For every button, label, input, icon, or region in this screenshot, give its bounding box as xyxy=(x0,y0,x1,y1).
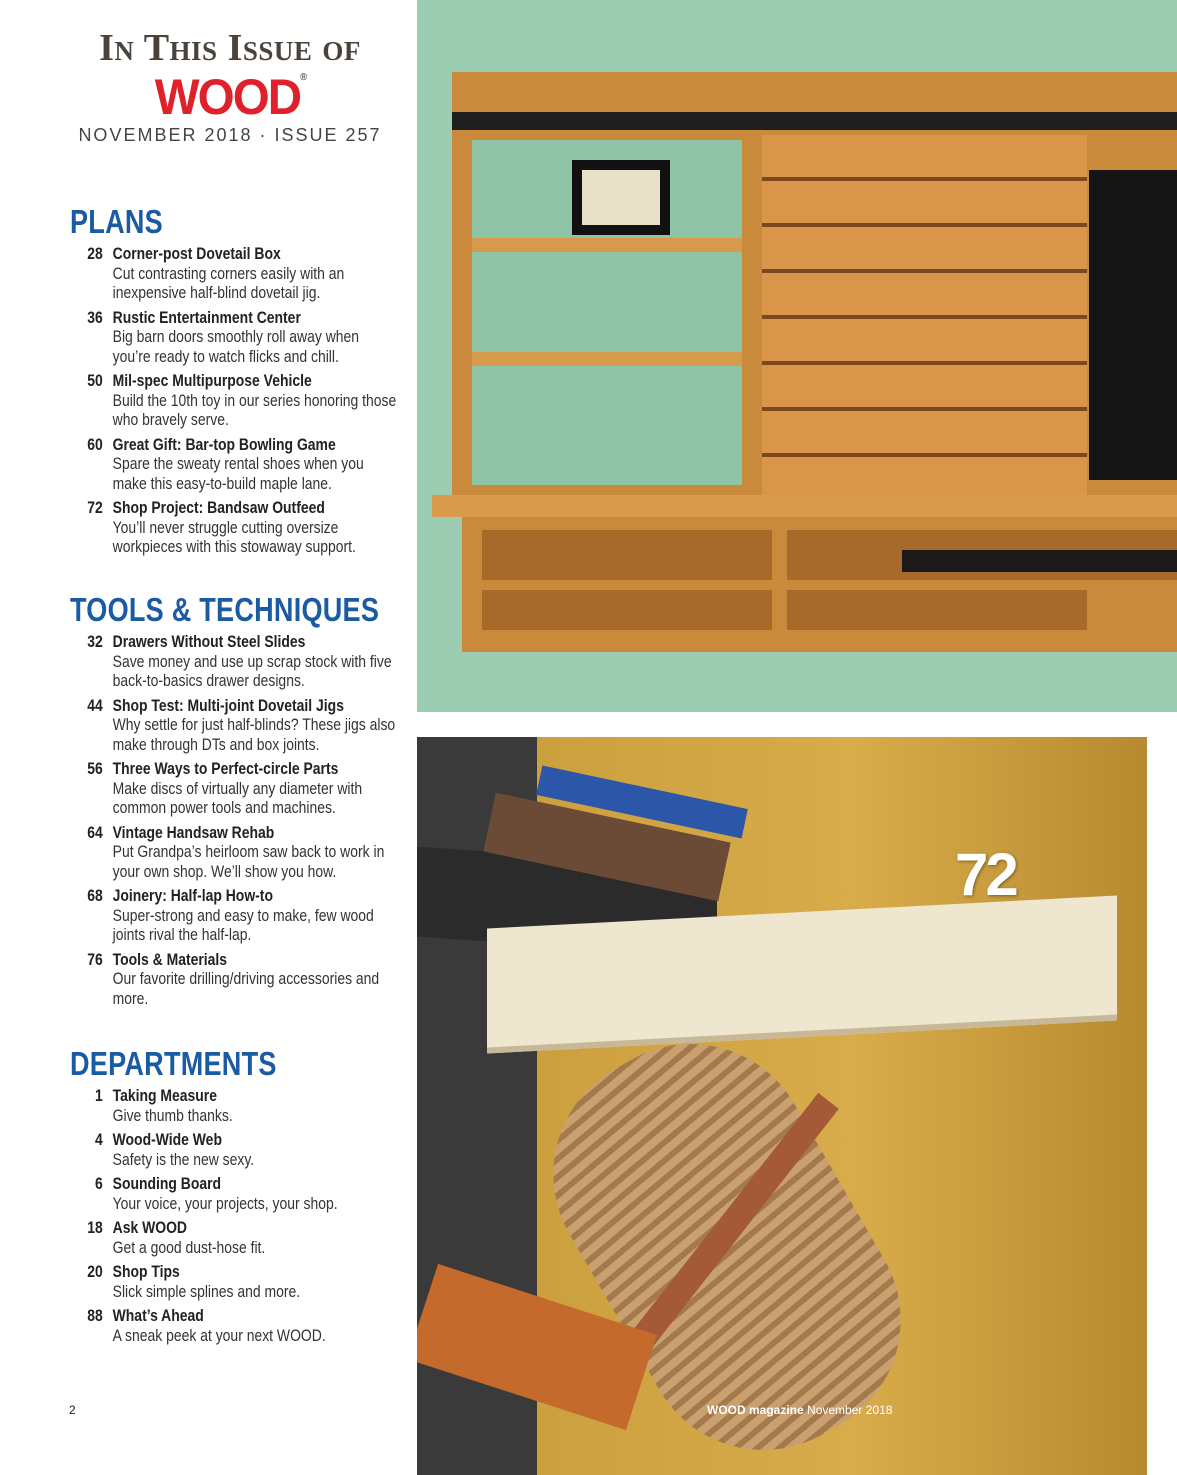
entry-page: 20 xyxy=(87,1262,103,1281)
entry-title: Three Ways to Perfect-circle Parts xyxy=(112,759,339,778)
entry-title: What’s Ahead xyxy=(112,1306,204,1325)
entry-page: 1 xyxy=(95,1086,103,1105)
entry-page: 76 xyxy=(87,949,103,969)
toc-entry[interactable] xyxy=(70,886,398,945)
toc-entry[interactable] xyxy=(70,696,398,755)
bandsaw-outfeed-photo xyxy=(417,737,1147,1475)
toc-entry[interactable] xyxy=(70,308,398,367)
section-tools-techniques xyxy=(70,591,398,1013)
entertainment-center-photo xyxy=(417,0,1177,712)
toc-entry[interactable] xyxy=(70,1218,398,1257)
entry-description: Your voice, your projects, your shop. xyxy=(112,1193,338,1213)
entry-title: Joinery: Half-lap How-to xyxy=(112,886,273,905)
section-departments xyxy=(70,1045,398,1350)
entry-title: Ask WOOD xyxy=(112,1218,188,1237)
issue-line: NOVEMBER 2018 · ISSUE 257 xyxy=(78,125,382,145)
entry-description: A sneak peek at your next WOOD. xyxy=(112,1325,326,1345)
toc-entry[interactable] xyxy=(70,1086,398,1125)
toc-entry[interactable] xyxy=(70,1130,398,1169)
entry-description: Super-strong and easy to make, few wood joints rival the half-lap. xyxy=(112,905,374,944)
entry-title: Sounding Board xyxy=(112,1174,222,1193)
entry-description: Our favorite drilling/driving accessories and more. xyxy=(112,969,380,1008)
entry-page: 32 xyxy=(87,632,103,651)
section-heading: TOOLS & TECHNIQUES xyxy=(70,591,380,628)
entry-title: Wood-Wide Web xyxy=(112,1130,222,1149)
logo-text: WOOD xyxy=(154,69,301,125)
entry-description: Safety is the new sexy. xyxy=(112,1149,255,1169)
entry-page: 72 xyxy=(87,498,103,517)
entry-page: 18 xyxy=(87,1218,103,1237)
entry-description: Why settle for just half-blinds? These jigs also make through DTs and box joints. xyxy=(112,715,396,754)
page-number: 2 xyxy=(69,1403,76,1417)
toc-entry[interactable] xyxy=(70,1306,398,1345)
page-footer xyxy=(707,1403,892,1417)
entry-page: 44 xyxy=(87,695,103,715)
entry-title: Shop Project: Bandsaw Outfeed xyxy=(112,498,325,517)
entry-title: Corner-post Dovetail Box xyxy=(112,244,281,263)
entry-description: Slick simple splines and more. xyxy=(112,1281,301,1301)
toc-entry[interactable] xyxy=(70,823,398,882)
entry-title: Rustic Entertainment Center xyxy=(112,307,301,327)
entry-title: Vintage Handsaw Rehab xyxy=(112,822,275,842)
entry-title: Taking Measure xyxy=(112,1086,217,1105)
entry-title: Great Gift: Bar-top Bowling Game xyxy=(112,434,336,454)
toc-entry[interactable] xyxy=(70,244,398,303)
entry-description: Make discs of virtually any diameter with common power tools and machines. xyxy=(112,778,363,817)
registered-mark: ® xyxy=(300,72,306,83)
entry-description: Build the 10th toy in our series honoring those who bravely serve. xyxy=(112,390,397,429)
toc-entry[interactable] xyxy=(70,498,398,557)
toc-entry[interactable] xyxy=(70,435,398,494)
toc-entry[interactable] xyxy=(70,950,398,1009)
entry-description: Give thumb thanks. xyxy=(112,1105,233,1125)
section-heading: DEPARTMENTS xyxy=(70,1045,277,1082)
entry-page: 60 xyxy=(87,434,103,454)
entry-description: Put Grandpa’s heirloom saw back to work in your own shop. We’ll show you how. xyxy=(112,842,385,881)
entry-page: 50 xyxy=(87,371,103,390)
entry-title: Tools & Materials xyxy=(112,949,228,969)
table-of-contents xyxy=(0,0,417,1475)
entry-page: 36 xyxy=(87,307,103,327)
entry-title: Mil-spec Multipurpose Vehicle xyxy=(112,371,312,390)
entry-page: 4 xyxy=(95,1130,103,1149)
entry-page: 64 xyxy=(87,822,103,842)
toc-entry[interactable] xyxy=(70,1174,398,1213)
toc-entry[interactable] xyxy=(70,632,398,691)
entry-page: 28 xyxy=(87,244,103,263)
page-callout: 72 xyxy=(955,841,1016,908)
footer-brand: WOOD magazine xyxy=(707,1403,804,1417)
entry-title: Shop Test: Multi-joint Dovetail Jigs xyxy=(112,695,344,715)
entry-description: Cut contrasting corners easily with an inexpensive half-blind dovetail jig. xyxy=(112,263,345,302)
page-heading: In This Issue of xyxy=(99,27,361,69)
toc-entry[interactable] xyxy=(70,759,398,818)
entry-page: 88 xyxy=(87,1306,103,1325)
entry-description: Get a good dust-hose fit. xyxy=(112,1237,266,1257)
entry-description: You’ll never struggle cutting oversize workpieces with this stowaway support. xyxy=(112,517,356,556)
entry-description: Big barn doors smoothly roll away when you’re ready to watch flicks and chill. xyxy=(112,327,360,366)
entry-title: Shop Tips xyxy=(112,1262,180,1281)
entry-description: Save money and use up scrap stock with five back-to-basics drawer designs. xyxy=(112,651,392,690)
entry-page: 68 xyxy=(87,886,103,905)
toc-entry[interactable] xyxy=(70,371,398,430)
entry-page: 6 xyxy=(95,1174,103,1193)
entry-title: Drawers Without Steel Slides xyxy=(112,632,306,651)
toc-entry[interactable] xyxy=(70,1262,398,1301)
section-plans xyxy=(70,203,398,562)
wood-logo xyxy=(12,68,449,126)
footer-date: November 2018 xyxy=(807,1403,893,1417)
section-heading: PLANS xyxy=(70,203,163,240)
entry-page: 56 xyxy=(87,759,103,778)
entry-description: Spare the sweaty rental shoes when you make this easy-to-build maple lane. xyxy=(112,454,364,493)
